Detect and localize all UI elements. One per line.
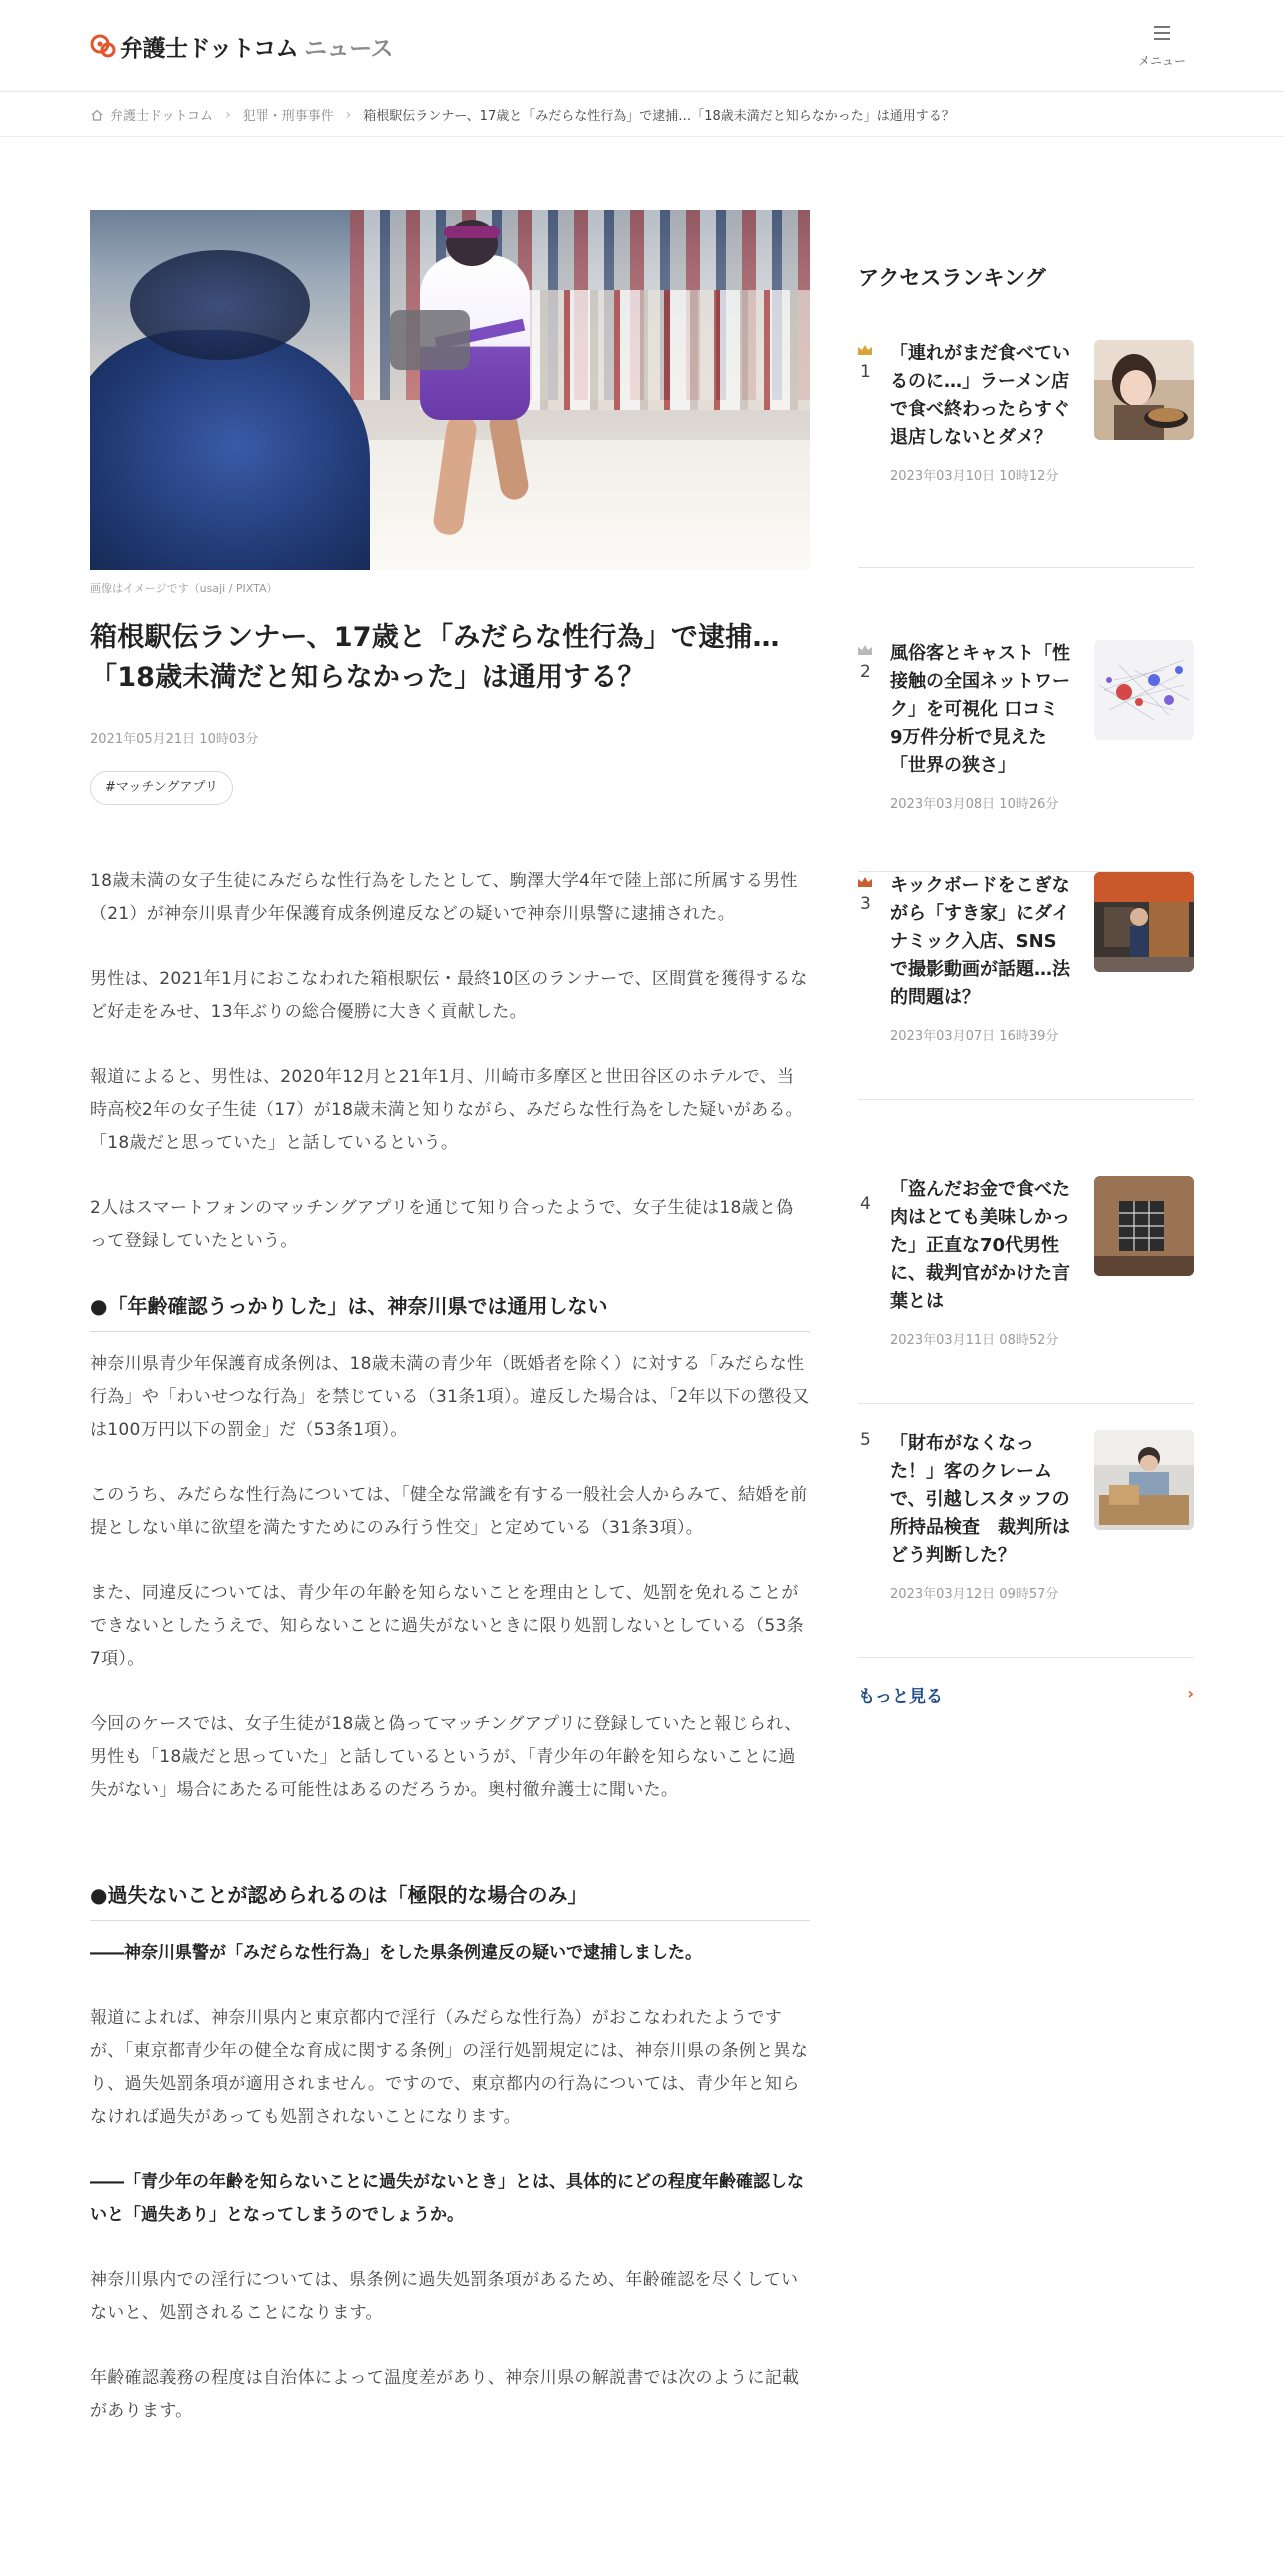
ranking-item-title[interactable]: 「盗んだお金で食べた肉はとても美味しかった」正直な70代男性に、裁判官がかけた言葉とは — [890, 1179, 1070, 1312]
article-date: 2021年05月21日 10時03分 — [90, 732, 259, 747]
breadcrumb-home[interactable]: 弁護士ドットコム — [110, 109, 213, 124]
interview-question: ――「青少年の年齢を知らないことに過失がないとき」とは、具体的にどの程度年齢確認しないと「過失あり」となってしまうのでしょうか。 — [90, 2172, 804, 2225]
brand-sub: ニュース — [304, 35, 394, 62]
logo-icon — [90, 33, 116, 59]
ranking-item-date: 2023年03月12日 09時57分 — [890, 1587, 1059, 1602]
chevron-right-icon: › — [224, 106, 231, 123]
paragraph: 報道によれば、神奈川県内と東京都内で淫行（みだらな性行為）がおこなわれたようですが、「東京都青少年の健全な育成に関する条例」の淫行処罰規定には、神奈川県の条例と異なり、過失処罰条項が適用されません。ですので、東京都内の行為については、青少年と知らなければ過失があっても処罰されないことになります。 — [90, 2008, 809, 2127]
ranking-item-title[interactable]: キックボードをこぎながら「すき家」にダイナミック入店、SNSで撮影動画が話題…法的問題は？ — [890, 875, 1070, 1008]
ranking-item-title[interactable]: 「連れがまだ食べているのに…」ラーメン店で食べ終わったらすぐ退店しないとダメ？ — [890, 343, 1070, 448]
gold-crown-icon — [858, 340, 872, 350]
shop-thumbnail[interactable] — [1094, 872, 1194, 972]
brand-name: 弁護士ドットコム — [120, 35, 299, 62]
paragraph: このうち、みだらな性行為については、「健全な常識を有する一般社会人からみて、結婚を前提としない単に欲望を満たすためにのみ行う性交」と定めている（31条3項）。 — [90, 1485, 808, 1538]
silver-crown-icon — [858, 640, 872, 650]
article-body — [90, 865, 810, 2428]
ranking-item[interactable] — [858, 618, 1194, 872]
breadcrumb-category[interactable]: 犯罪・刑事事件 — [242, 109, 334, 124]
tag-matching-app[interactable]: #マッチングアプリ — [90, 771, 233, 805]
menu-label: メニュー — [1138, 54, 1187, 68]
more-ranking-link[interactable] — [858, 1682, 1194, 1708]
ranking-item[interactable] — [858, 1404, 1194, 1658]
menu-button[interactable] — [1138, 20, 1186, 72]
breadcrumb-current: 箱根駅伝ランナー、17歳と「みだらな性行為」で逮捕…「18歳未満だと知らなかった」は通用する？ — [363, 109, 955, 124]
interview-question: ――神奈川県警が「みだらな性行為」をした県条例違反の疑いで逮捕しました。 — [90, 1943, 702, 1963]
chevron-right-icon: › — [1187, 1684, 1194, 1703]
site-header — [0, 0, 1284, 92]
rank-number: 4 — [860, 1194, 871, 1214]
ranking-item[interactable] — [858, 872, 1194, 1100]
paragraph: 2人はスマートフォンのマッチングアプリを通じて知り合ったようで、女子生徒は18歳と偽って登録していたという。 — [90, 1198, 794, 1251]
ranking-title: アクセスランキング — [858, 266, 1046, 290]
rank-number: 5 — [860, 1430, 871, 1450]
paragraph: 男性は、2021年1月におこなわれた箱根駅伝・最終10区のランナーで、区間賞を獲得するなど好走をみせ、13年ぶりの総合優勝に大きく貢献した。 — [90, 969, 808, 1022]
paragraph: 年齢確認義務の程度は自治体によって温度差があり、神奈川県の解説書では次のように記載があります。 — [90, 2368, 800, 2421]
ramen-thumbnail[interactable] — [1094, 340, 1194, 440]
sidebar — [858, 262, 1194, 1708]
ranking-item-date: 2023年03月10日 10時12分 — [890, 469, 1059, 484]
section-heading: ●「年齢確認うっかりした」は、神奈川県では通用しない — [90, 1290, 810, 1332]
paragraph: 神奈川県青少年保護育成条例は、18歳未満の青少年（既婚者を除く）に対する「みだらな性行為」や「わいせつな行為」を禁じている（31条1項）。違反した場合は、「2年以下の懲役又は100万円以下の罰金」だ（53条1項）。 — [90, 1354, 810, 1440]
paragraph: また、同違反については、青少年の年齢を知らないことを理由として、処罰を免れることができないとしたうえで、知らないことに過失がないときに限り処罰しないとしている（53条7項）。 — [90, 1583, 804, 1669]
ranking-item-date: 2023年03月08日 10時26分 — [890, 797, 1059, 812]
network-graph-thumbnail[interactable] — [1094, 640, 1194, 740]
ranking-item-title[interactable]: 風俗客とキャスト「性接触の全国ネットワーク」を可視化 口コミ9万件分析で見えた「世界の狭さ」 — [890, 643, 1070, 776]
site-logo[interactable] — [90, 30, 393, 62]
rank-number: 2 — [860, 662, 871, 682]
ranking-item[interactable] — [858, 1150, 1194, 1404]
bronze-crown-icon — [858, 872, 872, 882]
chevron-right-icon: › — [345, 106, 352, 123]
ranking-item[interactable] — [858, 340, 1194, 568]
hero-image — [90, 210, 810, 570]
hamburger-icon — [1154, 26, 1170, 40]
more-label: もっと見る — [858, 1687, 943, 1707]
image-caption: 画像はイメージです（usaji / PIXTA） — [90, 582, 278, 595]
ranking-item-date: 2023年03月11日 08時52分 — [890, 1333, 1059, 1348]
home-icon — [90, 108, 104, 122]
ranking-item-date: 2023年03月07日 16時39分 — [890, 1029, 1059, 1044]
ranking-item-title[interactable]: 「財布がなくなった！」客のクレームで、引越しスタッフの所持品検査 裁判所はどう判断した？ — [890, 1433, 1070, 1566]
paragraph: 報道によると、男性は、2020年12月と21年1月、川崎市多摩区と世田谷区のホテルで、当時高校2年の女子生徒（17）が18歳未満と知りながら、みだらな性行為をした疑いがある。「18歳だと思っていた」と話しているという。 — [90, 1067, 803, 1153]
rank-number: 1 — [860, 362, 871, 382]
building-thumbnail[interactable] — [1094, 1176, 1194, 1276]
breadcrumb — [0, 92, 1284, 137]
section-heading: ●過失ないことが認められるのは「極限的な場合のみ」 — [90, 1879, 810, 1921]
mover-thumbnail[interactable] — [1094, 1430, 1194, 1530]
article-title: 箱根駅伝ランナー、17歳と「みだらな性行為」で逮捕…「18歳未満だと知らなかった」は通用する？ — [90, 622, 780, 693]
paragraph: 今回のケースでは、女子生徒が18歳と偽ってマッチングアプリに登録していたと報じられ、男性も「18歳だと思っていた」と話しているというが、「青少年の年齢を知らないことに過失がない」場合にあたる可能性はあるのだろうか。奥村徹弁護士に聞いた。 — [90, 1714, 802, 1800]
rank-number: 3 — [860, 894, 871, 914]
ranking-list — [858, 340, 1194, 1658]
article — [90, 210, 810, 2460]
paragraph: 18歳未満の女子生徒にみだらな性行為をしたとして、駒澤大学4年で陸上部に所属する男性（21）が神奈川県青少年保護育成条例違反などの疑いで神奈川県警に逮捕された。 — [90, 871, 798, 924]
paragraph: 神奈川県内での淫行については、県条例に過失処罰条項があるため、年齢確認を尽くしていないと、処罰されることになります。 — [90, 2270, 799, 2323]
